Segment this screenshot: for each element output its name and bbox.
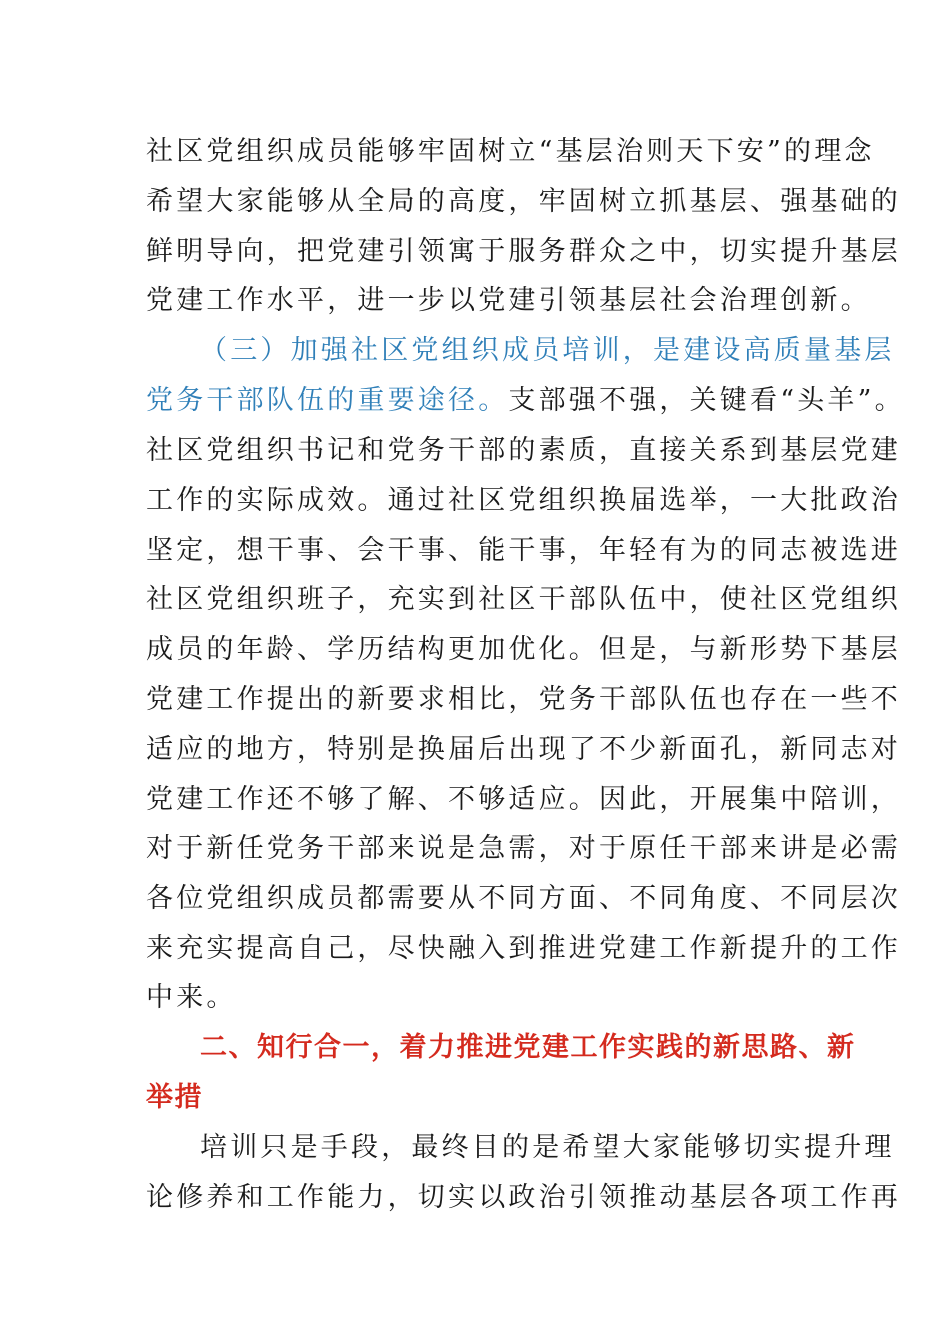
body-text-line: 社区党组织班子，充实到社区干部队伍中，使社区党组织 xyxy=(146,584,901,615)
subheading-continuation-line xyxy=(146,383,905,419)
body-text-line: 对于新任党务干部来说是急需，对于原任干部来讲是必需 xyxy=(146,833,901,864)
body-text-line: 社区党组织书记和党务干部的素质，直接关系到基层党建 xyxy=(146,435,901,466)
body-text-line: 鲜明导向，把党建引领寓于服务群众之中，切实提升基层 xyxy=(146,236,901,267)
subheading-three: （三）加强社区党组织成员培训，是建设高质量基层 xyxy=(200,335,895,366)
body-text-line: 论修养和工作能力，切实以政治引领推动基层各项工作再 xyxy=(146,1182,901,1213)
body-text-line: 党建工作水平，进一步以党建引领基层社会治理创新。 xyxy=(146,285,871,316)
section-heading-two-continuation: 举措 xyxy=(146,1082,203,1113)
body-text-line: 成员的年龄、学历结构更加优化。但是，与新形势下基层 xyxy=(146,634,901,665)
body-text-span: 支部强不强，关键看“头羊”。 xyxy=(508,385,905,416)
subheading-three-end: 党务干部队伍的重要途径。 xyxy=(146,385,509,416)
body-text-line: 适应的地方，特别是换届后出现了不少新面孔，新同志对 xyxy=(146,734,901,765)
body-text-line: 社区党组织成员能够牢固树立“基层治则天下安”的理念 xyxy=(146,136,875,167)
body-text-line: 培训只是手段，最终目的是希望大家能够切实提升理 xyxy=(200,1132,895,1163)
body-text-line: 坚定，想干事、会干事、能干事，年轻有为的同志被选进 xyxy=(146,535,901,566)
body-text-line: 中来。 xyxy=(146,982,237,1013)
body-text-line: 工作的实际成效。通过社区党组织换届选举，一大批政治 xyxy=(146,485,901,516)
body-text-line: 各位党组织成员都需要从不同方面、不同角度、不同层次 xyxy=(146,883,901,914)
body-text-line: 希望大家能够从全局的高度，牢固树立抓基层、强基础的 xyxy=(146,186,901,217)
section-heading-two: 二、知行合一，着力推进党建工作实践的新思路、新 xyxy=(200,1032,856,1063)
body-text-line: 党建工作提出的新要求相比，党务干部队伍也存在一些不 xyxy=(146,684,901,715)
body-text-line: 来充实提高自己，尽快融入到推进党建工作新提升的工作 xyxy=(146,933,901,964)
body-text-line: 党建工作还不够了解、不够适应。因此，开展集中陪训， xyxy=(146,784,901,815)
